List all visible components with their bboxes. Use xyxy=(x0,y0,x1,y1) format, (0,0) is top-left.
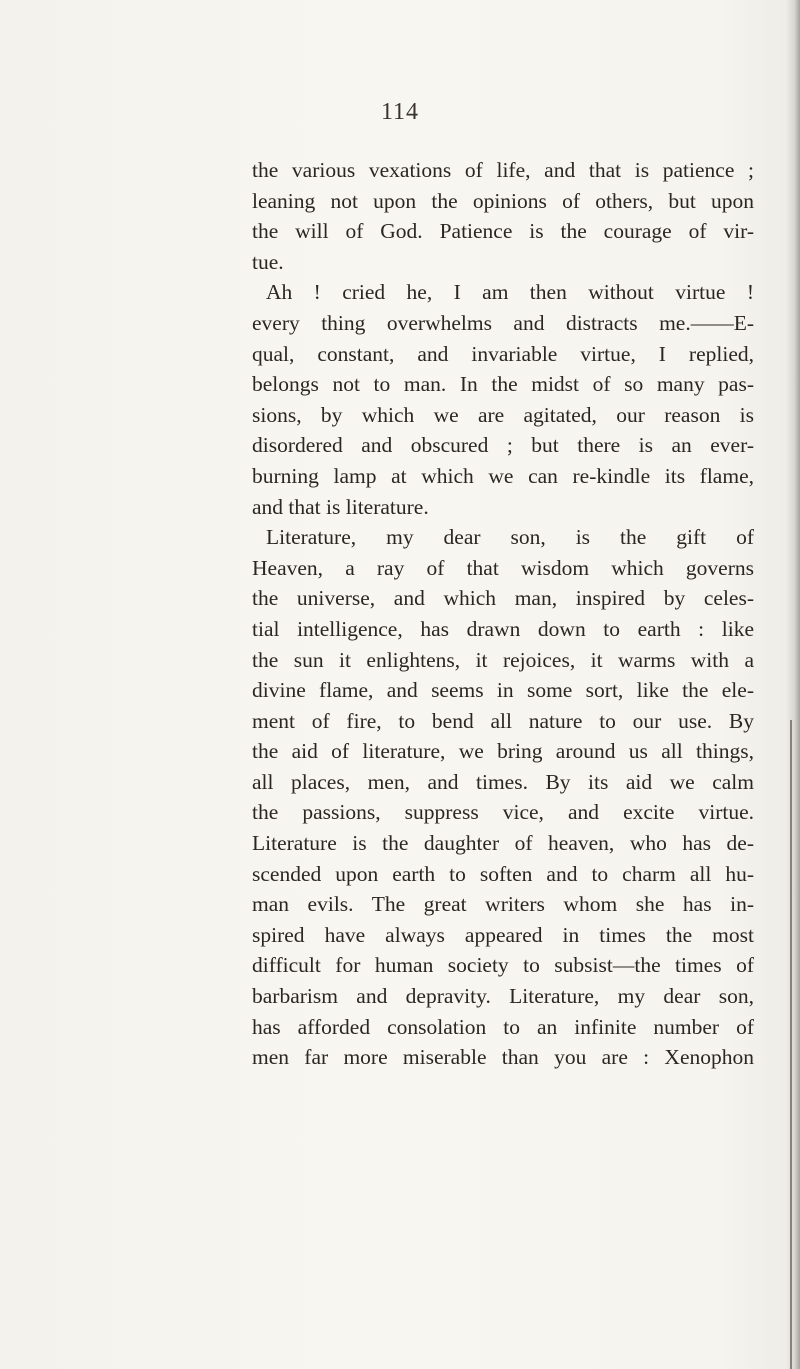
body-text xyxy=(252,155,754,1073)
text-line: disordered and obscured ; but there is an ever- xyxy=(252,433,754,458)
text-line: qual, constant, and invariable virtue, I replied, xyxy=(252,341,754,366)
text-line: spired have always appeared in times the most xyxy=(252,922,754,947)
page-edge-line xyxy=(790,720,792,1369)
text-line: Ah ! cried he, I am then without virtue ! xyxy=(266,280,754,305)
text-line: has afforded consolation to an infinite number of xyxy=(252,1014,754,1039)
text-line: Heaven, a ray of that wisdom which governs xyxy=(252,555,754,580)
text-line: burning lamp at which we can re-kindle its flame, xyxy=(252,463,754,488)
text-line: every thing overwhelms and distracts me.——E- xyxy=(252,310,754,335)
text-line: tue. xyxy=(252,249,284,274)
text-line: the passions, suppress vice, and excite virtue. xyxy=(252,800,754,825)
text-line: men far more miserable than you are : Xenophon xyxy=(252,1045,754,1070)
text-line: belongs not to man. In the midst of so many pas- xyxy=(252,372,754,397)
text-line: leaning not upon the opinions of others, but upon xyxy=(252,188,754,213)
text-line: Literature, my dear son, is the gift of xyxy=(266,525,754,550)
page-edge-shadow xyxy=(786,0,800,1369)
text-line: tial intelligence, has drawn down to earth : like xyxy=(252,616,754,641)
text-line: and that is literature. xyxy=(252,494,429,519)
text-line: the various vexations of life, and that is patience ; xyxy=(252,158,754,182)
text-line: the sun it enlightens, it rejoices, it warms with a xyxy=(252,647,754,672)
page-number: 114 xyxy=(380,99,420,125)
text-line: Literature is the daughter of heaven, who has de- xyxy=(252,831,754,856)
text-line: man evils. The great writers whom she has in- xyxy=(252,892,754,917)
text-line: all places, men, and times. By its aid we calm xyxy=(252,769,754,794)
text-line: sions, by which we are agitated, our reason is xyxy=(252,402,754,427)
text-line: divine flame, and seems in some sort, like the ele- xyxy=(252,678,754,703)
text-line: the universe, and which man, inspired by celes- xyxy=(252,586,754,611)
text-line: scended upon earth to soften and to charm all hu- xyxy=(252,861,754,886)
text-line: the aid of literature, we bring around us all things, xyxy=(252,739,754,764)
text-line: barbarism and depravity. Literature, my dear son, xyxy=(252,984,754,1009)
text-line: difficult for human society to subsist—the times of xyxy=(252,953,754,978)
text-line: the will of God. Patience is the courage of vir- xyxy=(252,219,754,244)
text-line: ment of fire, to bend all nature to our use. By xyxy=(252,708,754,733)
